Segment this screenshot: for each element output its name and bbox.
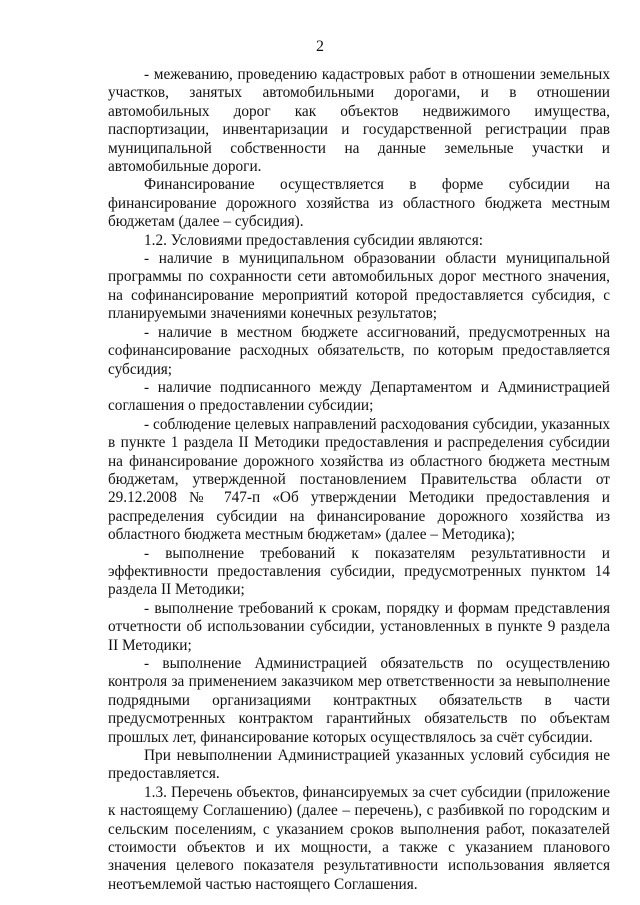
paragraph-non-fulfillment: При невыполнении Администрацией указанных условий субсидия не предоставляется. [108, 747, 610, 783]
paragraph-conditions-heading: 1.2. Условиями предоставления субсидии являются: [144, 231, 484, 249]
paragraph-target-directions: - соблюдение целевых направлений расходования субсидии, указанных в пункте 1 раздела II Методики предоставления и распределения субсидии на финансирование дорожного хозяйства из областного бюджета местным бюджетам, утвержденной постановлением Правительства области от 29.12.2008 № 747-п «Об утверждении Методики предоставления и распределения субсидии на финансирование дорожного хозяйства из областного бюджета местным бюджетам» (далее – Методика); [108, 415, 610, 544]
paragraph-land-survey: - межеванию, проведению кадастровых работ в отношении земельных участков, занятых автомобильными дорогами, и в отношении автомобильных дорог как объектов недвижимого имущества, паспортизации, инвентаризации и государственной регистрации прав муниципальной собственности на данные земельные участки и автомобильные дороги. [108, 66, 610, 176]
paragraph-local-budget: - наличие в местном бюджете ассигнований, предусмотренных на софинансирование расходных обязательств, по которым предоставляется субсидия; [108, 323, 610, 378]
paragraph-contractor-control: - выполнение Администрацией обязательств по осуществлению контроля за применением заказчиком мер ответственности за невыполнение подрядными организациями контрактных обязательств в части предусмотренных контрактом гарантийных обязательств по объектам прошлых лет, финансирование которых осуществлялось за счёт субсидии. [108, 655, 610, 746]
paragraph-financing-form: Финансирование осуществляется в форме субсидии на финансирование дорожного хозяйства из областного бюджета местным бюджетам (далее – субсидия). [108, 176, 610, 231]
paragraph-reporting-requirements: - выполнение требований к срокам, порядку и формам представления отчетности об использовании субсидии, установленных в пункте 9 раздела II Методики; [108, 599, 610, 654]
paragraph-signed-agreement: - наличие подписанного между Департаментом и Администрацией соглашения о предоставлении субсидии; [108, 378, 610, 415]
paragraph-performance-indicators: - выполнение требований к показателям результативности и эффективности предоставления субсидии, предусмотренных пунктом 14 раздела II Методики; [108, 544, 610, 599]
document-body [108, 66, 610, 894]
page-number: 2 [316, 38, 324, 55]
paragraph-objects-list: 1.3. Перечень объектов, финансируемых за счет субсидии (приложение к настоящему Соглашению) (далее – перечень), с разбивкой по городским и сельским поселениям, с указанием сроков выполнения работ, показателей стоимости объектов и их мощности, а также с указанием планового значения целевого показателя результативности использования является неотъемлемой частью настоящего Соглашения. [108, 783, 610, 893]
paragraph-municipal-program: - наличие в муниципальном образовании области муниципальной программы по сохранности сети автомобильных дорог местного значения, на софинансирование мероприятий которой предоставляется субсидия, с планируемыми значениями конечных результатов; [108, 250, 610, 323]
